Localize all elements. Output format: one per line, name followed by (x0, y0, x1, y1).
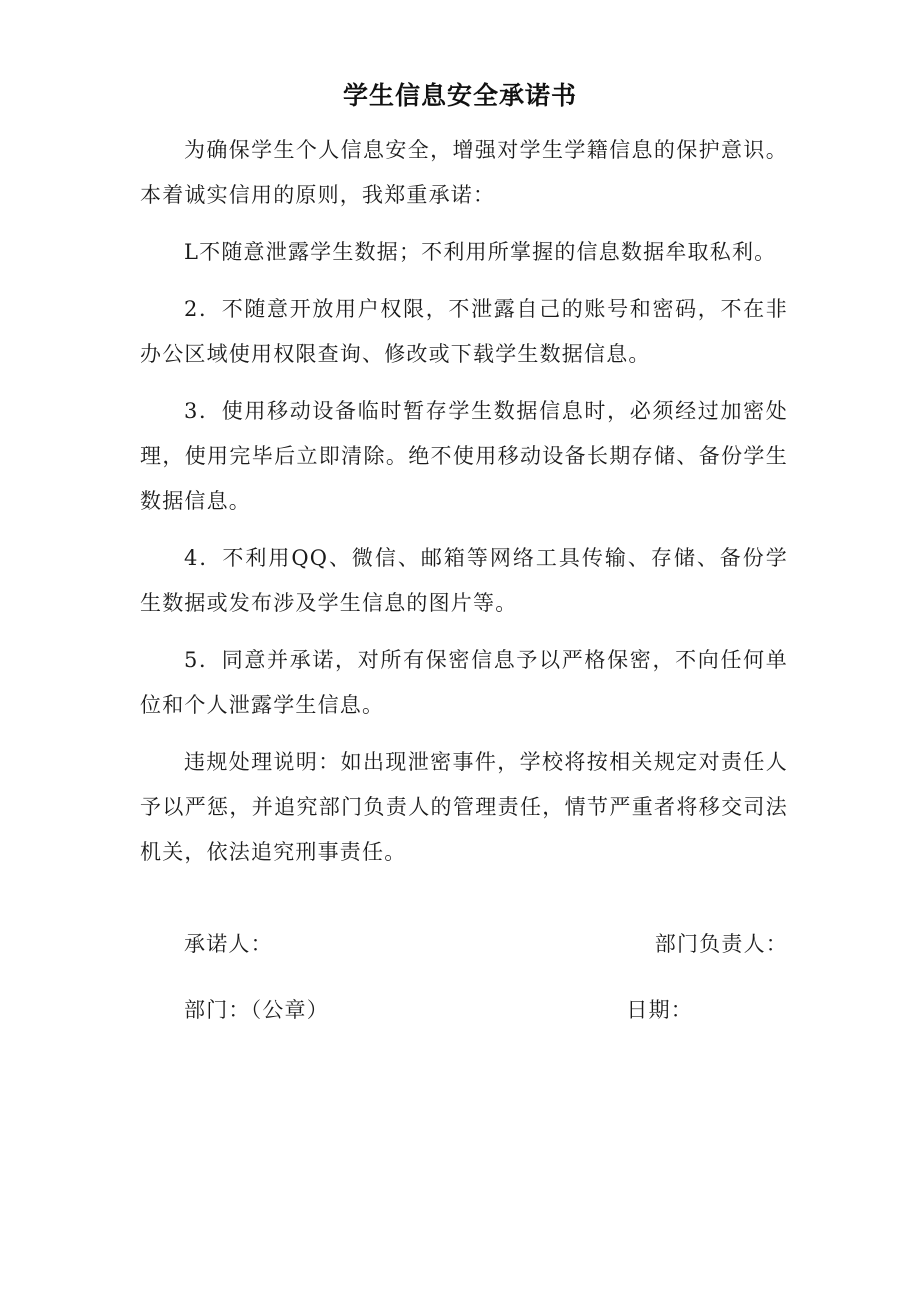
date-label: 日期： (626, 998, 693, 1022)
intro-paragraph: 为确保学生个人信息安全，增强对学生学籍信息的保护意识。本着诚实信用的原则，我郑重承诺： (140, 138, 788, 207)
document-body (140, 128, 788, 887)
commitment-item-4: 4．不利用QQ、微信、邮箱等网络工具传输、存储、备份学生数据或发布涉及学生信息的图片等。 (140, 546, 788, 615)
dept-seal-label: 部门：（公章） (184, 998, 329, 1022)
commitment-item-2: 2．不随意开放用户权限，不泄露自己的账号和密码，不在非办公区域使用权限查询、修改或下载学生数据信息。 (140, 297, 788, 366)
dept-head-label: 部门负责人： (654, 932, 788, 956)
commitment-item-5: 5．同意并承诺，对所有保密信息予以严格保密，不向任何单位和个人泄露学生信息。 (140, 648, 788, 717)
promisor-label: 承诺人： (184, 932, 273, 956)
violation-paragraph: 违规处理说明：如出现泄密事件，学校将按相关规定对责任人予以严惩，并追究部门负责人的管理责任，情节严重者将移交司法机关，依法追究刑事责任。 (140, 750, 788, 864)
commitment-item-1: L不随意泄露学生数据；不利用所掌握的信息数据牟取私利。 (184, 240, 777, 264)
commitment-item-3: 3．使用移动设备临时暂存学生数据信息时，必须经过加密处理，使用完毕后立即清除。绝不使用移动设备长期存储、备份学生数据信息。 (140, 399, 788, 513)
document-title: 学生信息安全承诺书 (342, 81, 577, 110)
